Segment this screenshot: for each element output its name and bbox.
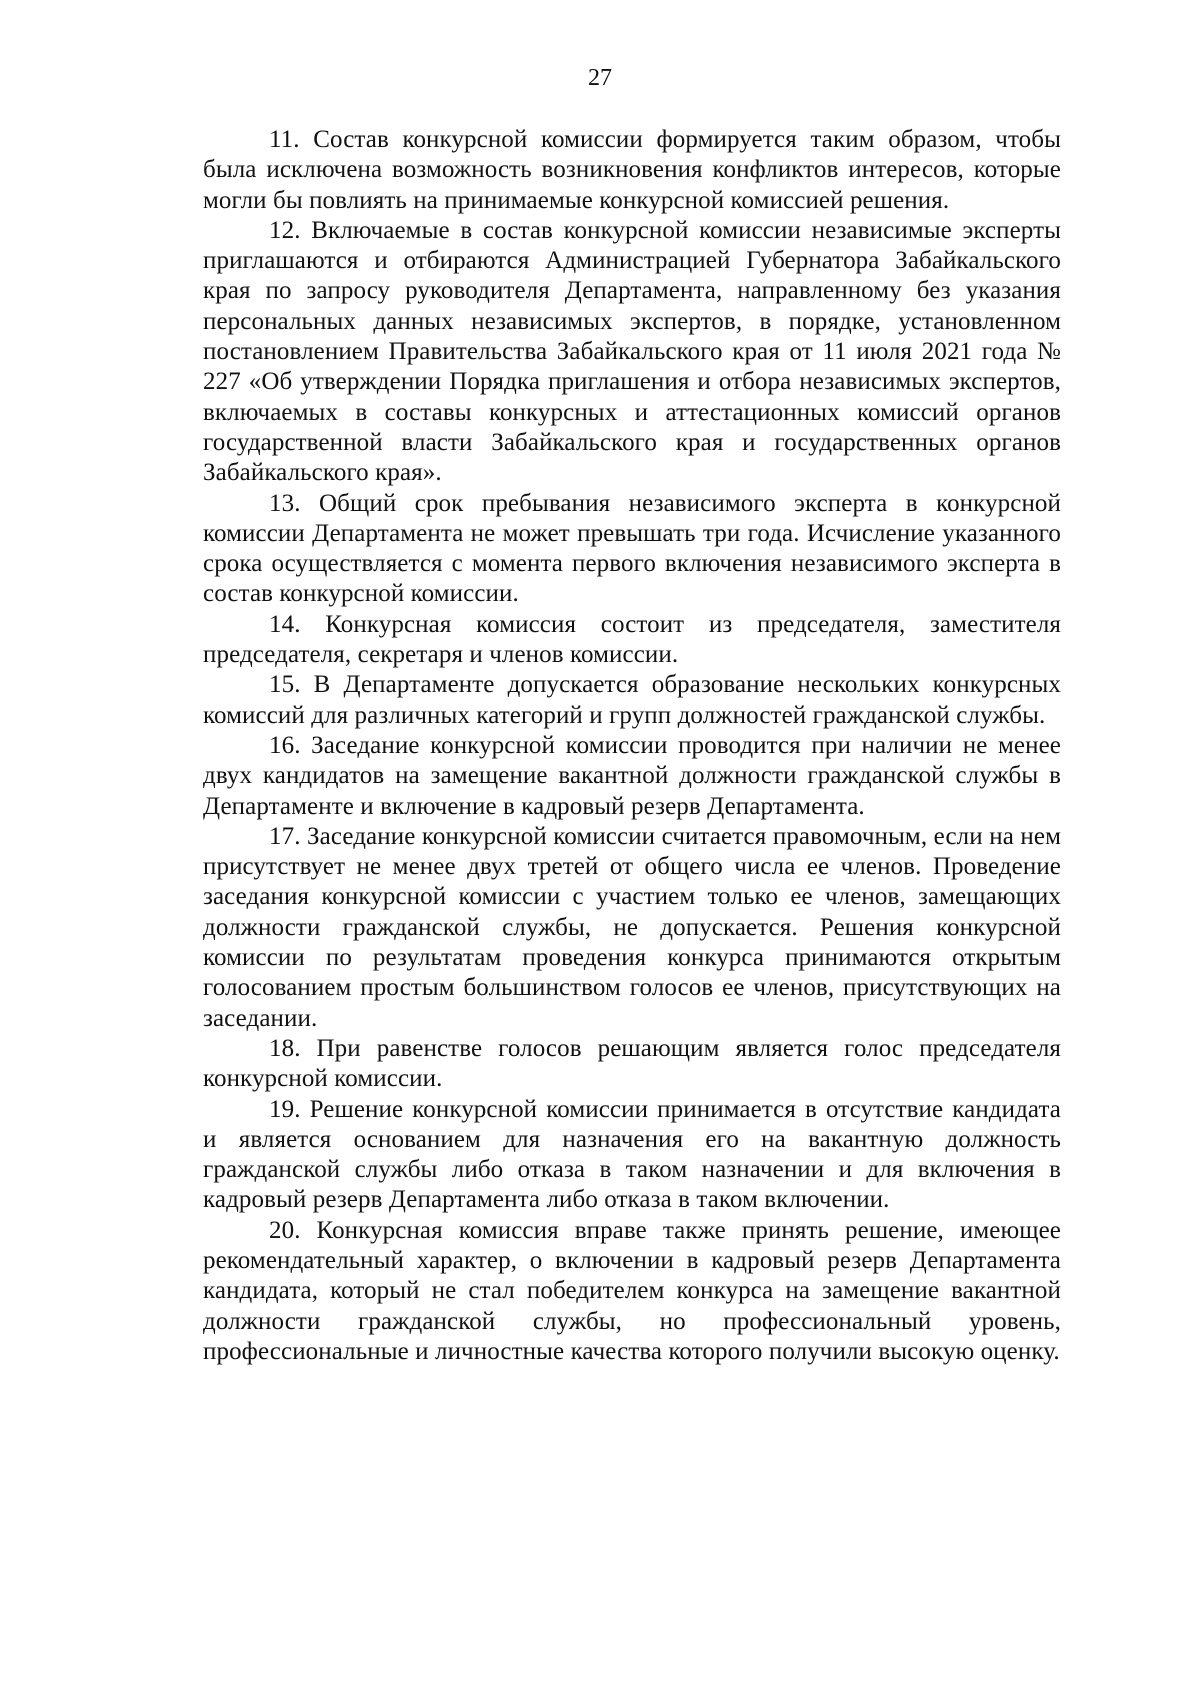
paragraph-19: 19. Решение конкурсной комиссии принимается в отсутствие кандидата и является основанием для назначения его на вакантную должность гражданской службы либо отказа в таком назначении и для включения в кадровый резерв Департамента либо отказа в таком включении. xyxy=(203,1095,1061,1214)
paragraph-13: 13. Общий срок пребывания независимого эксперта в конкурсной комиссии Департамента не может превышать три года. Исчисление указанного срока осуществляется с момента первого включения независимого эксперта в состав конкурсной комиссии. xyxy=(203,489,1061,608)
paragraph-20: 20. Конкурсная комиссия вправе также принять решение, имеющее рекомендательный характер, о включении в кадровый резерв Департамента кандидата, который не стал победителем конкурса на замещение вакантной должности гражданской службы, но профессиональный уровень, профессиональные и личностные качества которого получили высокую оценку. xyxy=(203,1216,1061,1365)
paragraph-17: 17. Заседание конкурсной комиссии считается правомочным, если на нем присутствует не менее двух третей от общего числа ее членов. Проведение заседания конкурсной комиссии с участием только ее членов, замещающих должности гражданской службы, не допускается. Решения конкурсной комиссии по результатам проведения конкурса принимаются открытым голосованием простым большинством голосов ее членов, присутствующих на заседании. xyxy=(203,822,1061,1032)
paragraph-16: 16. Заседание конкурсной комиссии проводится при наличии не менее двух кандидатов на замещение вакантной должности гражданской службы в Департаменте и включение в кадровый резерв Департамента. xyxy=(203,731,1061,820)
paragraph-18: 18. При равенстве голосов решающим является голос председателя конкурсной комиссии. xyxy=(203,1034,1061,1093)
paragraph-14: 14. Конкурсная комиссия состоит из председателя, заместителя председателя, секретаря и членов комиссии. xyxy=(203,610,1061,669)
paragraph-12: 12. Включаемые в состав конкурсной комиссии независимые эксперты приглашаются и отбираются Администрацией Губернатора Забайкальского края по запросу руководителя Департамента, направленному без указания персональных данных независимых экспертов, в порядке, установленном постановлением Правительства Забайкальского края от 11 июля 2021 года № 227 «Об утверждении Порядка приглашения и отбора независимых экспертов, включаемых в составы конкурсных и аттестационных комиссий органов государственной власти Забайкальского края и государственных органов Забайкальского края». xyxy=(203,216,1061,487)
paragraph-11: 11. Состав конкурсной комиссии формируется таким образом, чтобы была исключена возможность возникновения конфликтов интересов, которые могли бы повлиять на принимаемые конкурсной комиссией решения. xyxy=(203,126,1061,214)
paragraph-15: 15. В Департаменте допускается образование нескольких конкурсных комиссий для различных категорий и групп должностей гражданской службы. xyxy=(203,671,1061,729)
page-number: 27 xyxy=(588,65,612,91)
document-body xyxy=(203,125,1061,1367)
